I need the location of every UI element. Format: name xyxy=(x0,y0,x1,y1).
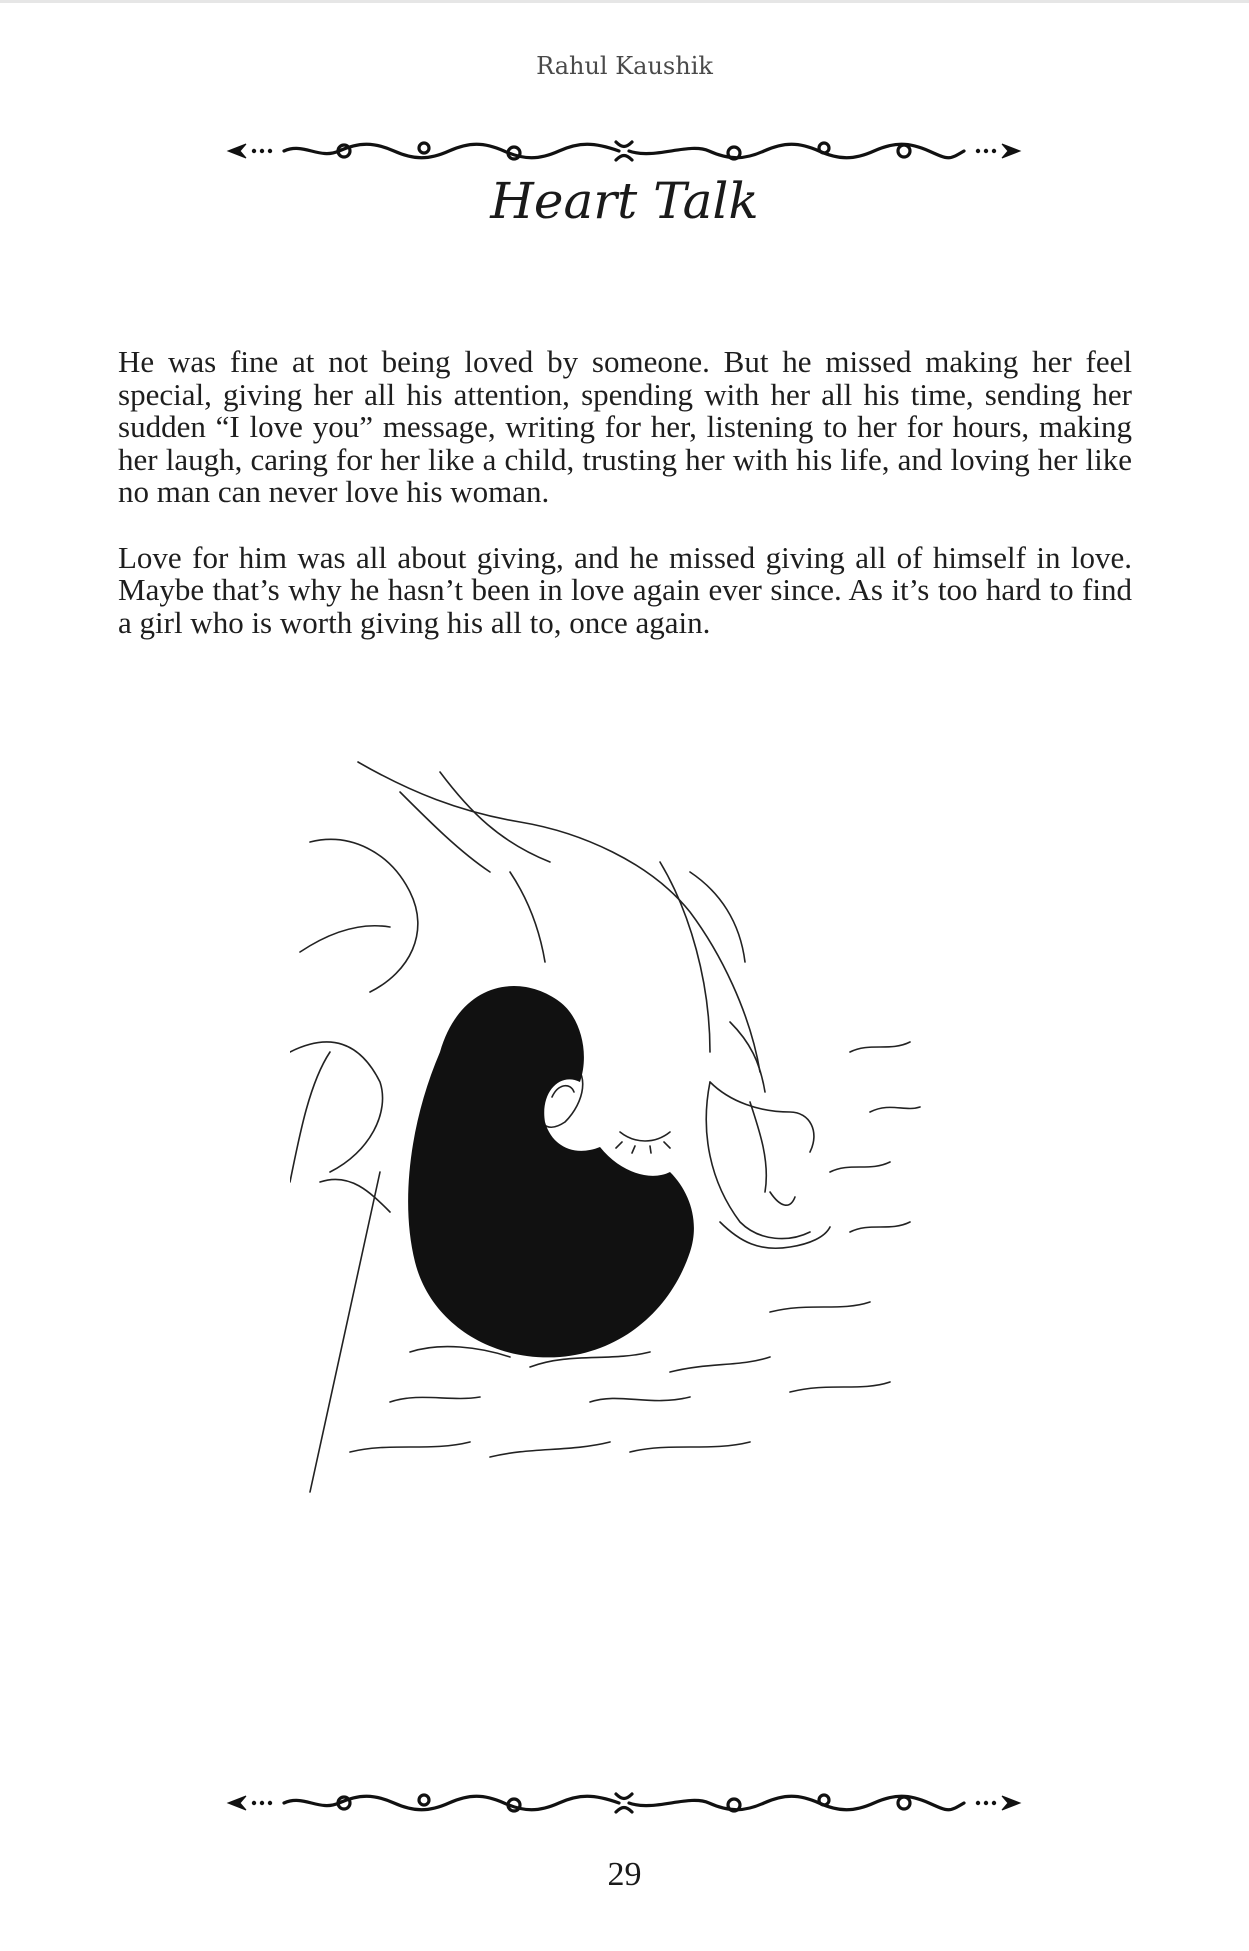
paragraph-2: Love for him was all about giving, and he missed giving all of himself in love. Maybe that’s why he hasn’t been in love again ever since. As it’s too hard to find a girl who is worth giving his all to, once again. xyxy=(118,539,1132,640)
page-number: 29 xyxy=(607,1856,642,1893)
page-top-edge xyxy=(0,0,1249,3)
paragraph-1: He was fine at not being loved by someone. But he missed making her feel special, giving her all his attention, spending with her all his time, sending her sudden “I love you” message, writing for her, listening to her for hours, making her laugh, caring for her like a child, trusting her with his life, and loving her like no man can never love his woman. xyxy=(118,344,1132,509)
decorative-divider-bottom-icon xyxy=(224,1786,1024,1820)
sleeping-man-sketch-icon xyxy=(290,752,970,1512)
decorative-divider-top-icon xyxy=(224,134,1024,168)
chapter-title: Heart Talk xyxy=(490,172,759,230)
body-text xyxy=(118,346,1132,672)
running-header-author: Rahul Kaushik xyxy=(536,52,713,80)
